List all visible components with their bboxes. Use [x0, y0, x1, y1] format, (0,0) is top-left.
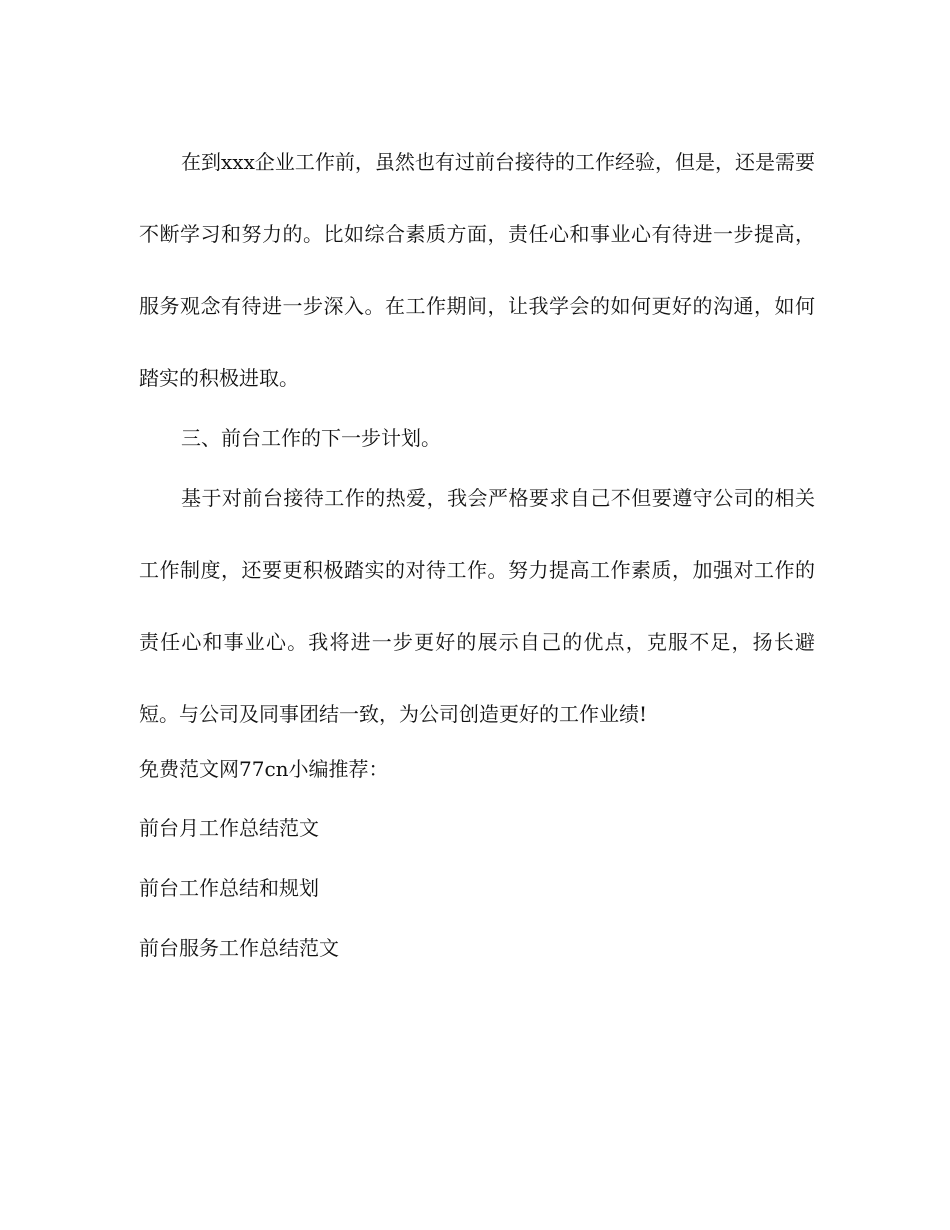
recommended-link-service-summary[interactable]: 前台服务工作总结范文: [139, 936, 339, 960]
recommended-link-item: [139, 798, 815, 858]
recommended-link-item: [139, 858, 815, 918]
recommended-link-monthly-summary[interactable]: 前台月工作总结范文: [139, 816, 319, 840]
recommended-link-item: [139, 918, 815, 978]
recommend-label: 免费范文网77cn小编推荐：: [139, 757, 389, 781]
recommended-links-list: [139, 798, 815, 978]
paragraph-experience: 在到xxx企业工作前，虽然也有过前台接待的工作经验，但是，还是需要不断学习和努力的。比如综合素质方面，责任心和事业心有待进一步提高，服务观念有待进一步深入。在工作期间，让我学会的如何更好的沟通，如何踏实的积极进取。: [139, 150, 815, 390]
document-body: [139, 126, 815, 978]
paragraph-plan: 基于对前台接待工作的热爱，我会严格要求自己不但要遵守公司的相关工作制度，还要更积极踏实的对待工作。努力提高工作素质，加强对工作的责任心和事业心。我将进一步更好的展示自己的优点，克服不足，扬长避短。与公司及同事团结一致，为公司创造更好的工作业绩!: [139, 486, 815, 726]
recommended-link-summary-and-planning[interactable]: 前台工作总结和规划: [139, 876, 319, 900]
section-heading-next-plan: 三、前台工作的下一步计划。: [181, 426, 441, 450]
